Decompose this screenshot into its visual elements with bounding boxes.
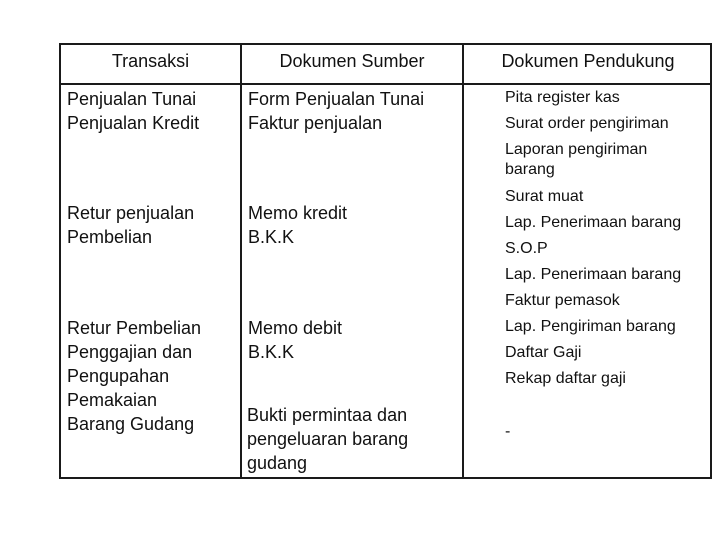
dokumen-pendukung-item: Lap. Penerimaan barang (505, 266, 682, 283)
header-transaksi: Transaksi (111, 51, 190, 71)
transaksi-cell: Penjualan Tunai Penjualan Kredit (67, 89, 200, 133)
column-divider-2 (462, 45, 464, 477)
dokumen-sumber-cell: Memo kredit B.K.K (248, 203, 348, 247)
dokumen-pendukung-item: Faktur pemasok (505, 292, 620, 309)
dokumen-pendukung-item: Surat muat (505, 188, 584, 205)
column-divider-1 (240, 45, 242, 477)
dokumen-pendukung-item: Lap. Pengiriman barang (505, 318, 676, 335)
header-dokumen-pendukung: Dokumen Pendukung (501, 51, 675, 71)
dokumen-pendukung-item: Lap. Penerimaan barang (505, 214, 682, 231)
dokumen-pendukung-item: S.O.P (505, 240, 548, 257)
dokumen-pendukung-item: Laporan pengiriman barang (505, 141, 648, 178)
transaksi-cell: Retur penjualan Pembelian (67, 203, 195, 247)
dokumen-pendukung-item: - (505, 423, 511, 440)
dokumen-pendukung-item: Rekap daftar gaji (505, 370, 626, 387)
dokumen-sumber-cell: Form Penjualan Tunai Faktur penjualan (248, 89, 425, 133)
transaksi-cell: Retur Pembelian Penggajian dan Pengupahan Pemakaian Barang Gudang (67, 318, 202, 434)
dokumen-pendukung-item: Surat order pengiriman (505, 115, 669, 132)
dokumen-pendukung-item: Pita register kas (505, 89, 620, 106)
dokumen-sumber-cell: Memo debit B.K.K (248, 318, 343, 362)
dokumen-pendukung-item: Daftar Gaji (505, 344, 582, 361)
header-divider (61, 83, 710, 85)
dokumen-sumber-cell: Bukti permintaa dan pengeluaran barang gudang (247, 405, 409, 473)
header-dokumen-sumber: Dokumen Sumber (279, 51, 425, 71)
